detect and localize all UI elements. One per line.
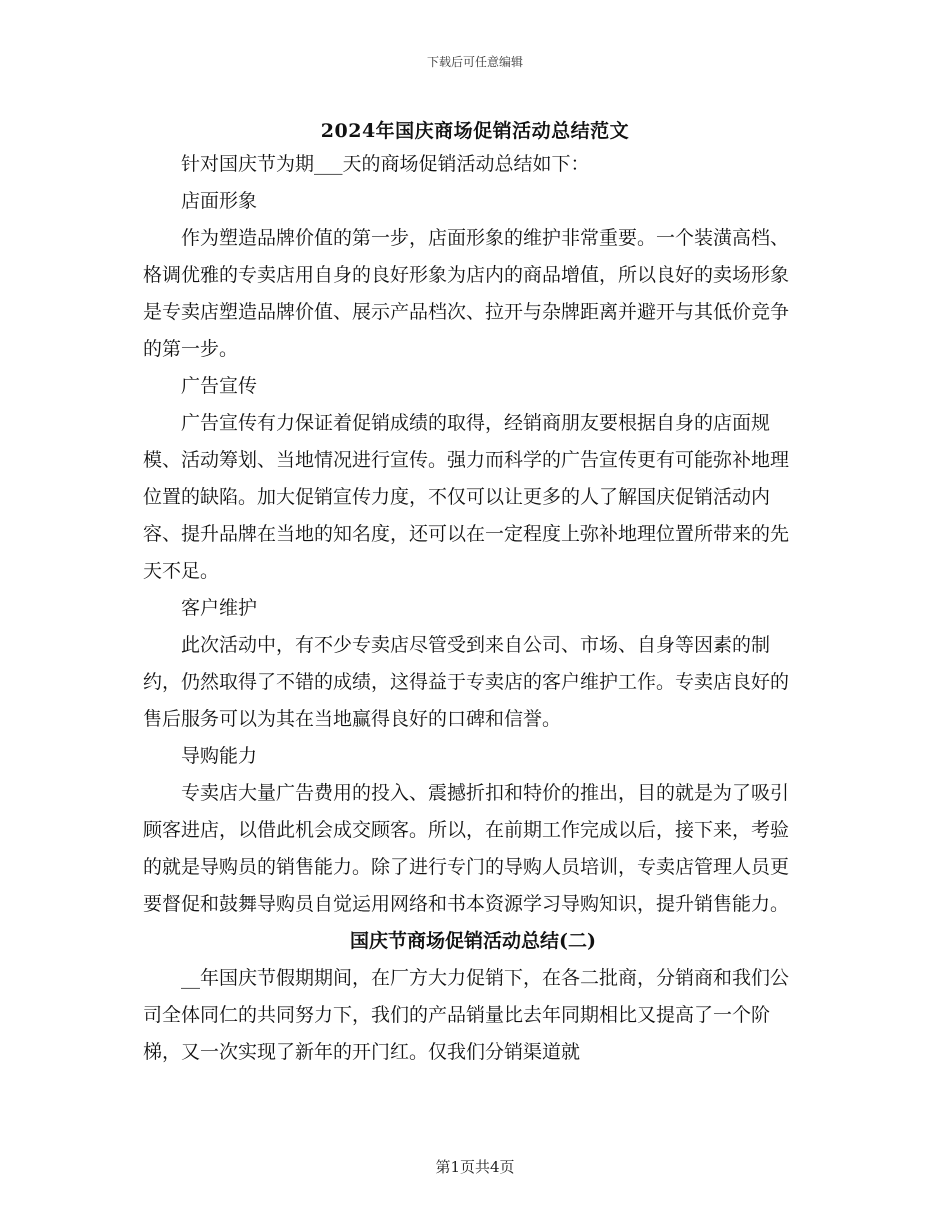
page-footer: 第1页共4页	[435, 1158, 515, 1176]
section-heading-customer: 客户维护	[181, 597, 258, 619]
section-heading-advertising: 广告宣传	[181, 375, 258, 397]
page-header: 下载后可任意编辑	[426, 55, 523, 69]
section-text-customer: 此次活动中，有不少专卖店尽管受到来自公司、市场、自身等因素的制约，仍然取得了不错的成绩，这得益于专卖店的客户维护工作。专卖店良好的售后服务可以为其在当地赢得良好的口碑和信誉。	[143, 634, 790, 730]
intro-paragraph: 针对国庆节为期___天的商场促销活动总结如下：	[181, 153, 590, 175]
section-text-storefront: 作为塑造品牌价值的第一步，店面形象的维护非常重要。一个装潢高档、格调优雅的专卖店用自身的良好形象为店内的商品增值，所以良好的卖场形象是专卖店塑造品牌价值、展示产品档次、拉开与杂牌距离并避开与其低价竞争的第一步。	[143, 227, 790, 360]
last-paragraph: __年国庆节假期期间，在厂方大力促销下，在各二批商，分销商和我们公司全体同仁的共同努力下，我们的产品销量比去年同期相比又提高了一个阶梯，又一次实现了新年的开门红。仅我们分销渠道就	[143, 967, 790, 1063]
section-heading-storefront: 店面形象	[181, 190, 258, 212]
document-body	[143, 146, 803, 1071]
document-title: 2024年国庆商场促销活动总结范文	[320, 120, 630, 142]
section-text-sales-ability: 专卖店大量广告费用的投入、震撼折扣和特价的推出，目的就是为了吸引顾客进店，以借此机会成交顾客。所以，在前期工作完成以后，接下来，考验的就是导购员的销售能力。除了进行专门的导购人员培训，专卖店管理人员更要督促和鼓舞导购员自觉运用网络和书本资源学习导购知识，提升销售能力。	[143, 782, 790, 915]
document-subtitle: 国庆节商场促销活动总结(二)	[350, 930, 596, 952]
section-text-advertising: 广告宣传有力保证着促销成绩的取得，经销商朋友要根据自身的店面规模、活动筹划、当地情况进行宣传。强力而科学的广告宣传更有可能弥补地理位置的缺陷。加大促销宣传力度，不仅可以让更多的人了解国庆促销活动内容、提升品牌在当地的知名度，还可以在一定程度上弥补地理位置所带来的先天不足。	[143, 412, 790, 582]
section-heading-sales-ability: 导购能力	[181, 745, 258, 767]
